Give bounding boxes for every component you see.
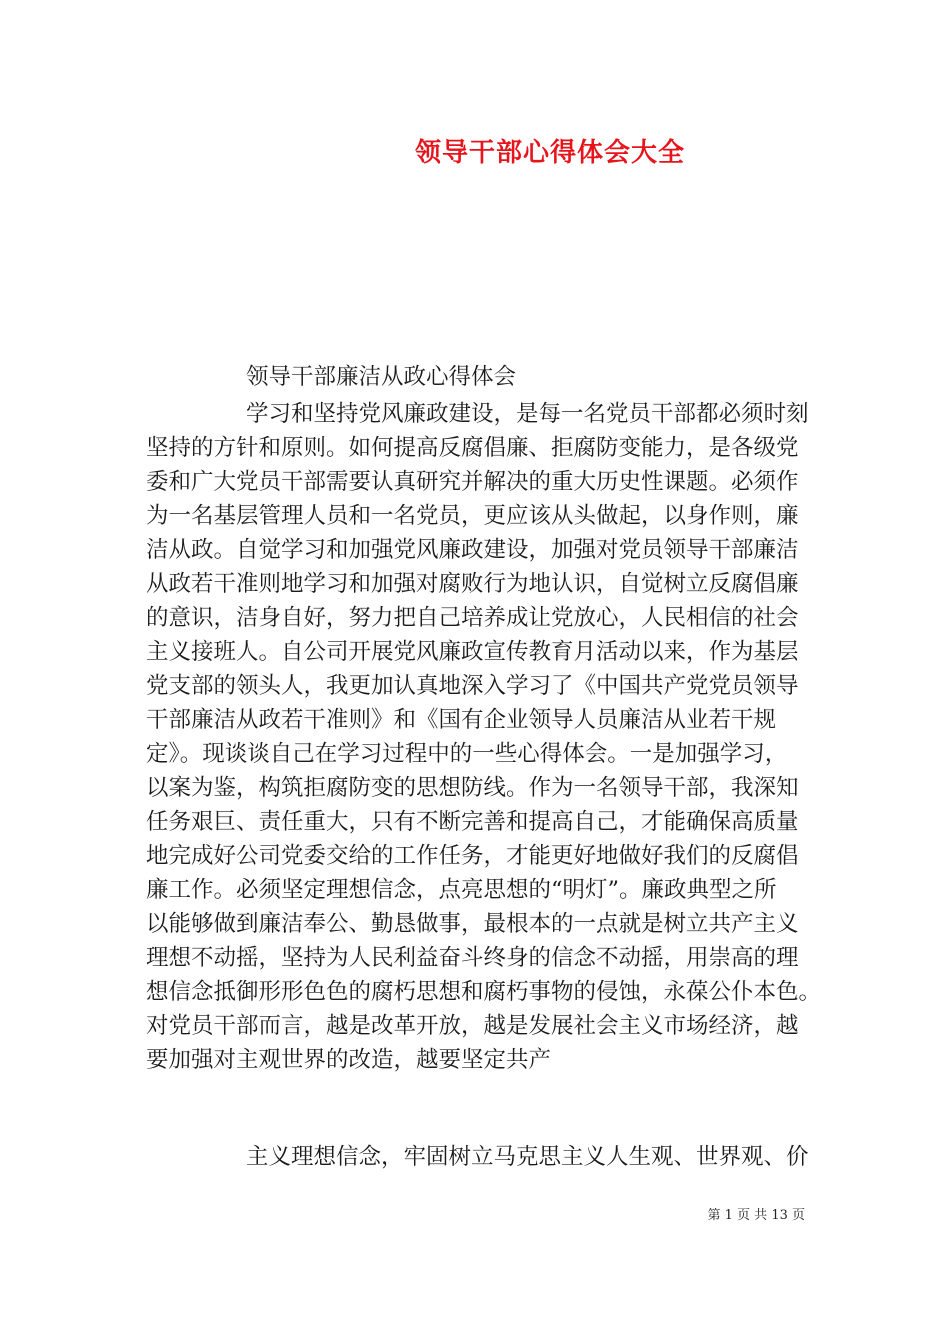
paragraph-line: 从政若干准则地学习和加强对腐败行为地认识，自觉树立反腐倡廉 (146, 571, 799, 597)
paragraph-line: 定》。现谈谈自己在学习过程中的一些心得体会。一是加强学习， (146, 741, 788, 767)
paragraph-line: 的意识，洁身自好，努力把自己培养成让党放心，人民相信的社会 (146, 605, 799, 631)
paragraph-2 (146, 1140, 816, 1174)
paragraph-line: 干部廉洁从政若干准则》和《国有企业领导人员廉洁从业若干规 (146, 707, 777, 733)
section-subheading (146, 360, 816, 394)
subheading-text: 领导干部廉洁从政心得体会 (246, 364, 517, 390)
paragraph-line: 要加强对主观世界的改造，越要坚定共产 (146, 1047, 552, 1073)
paragraph-line: 坚持的方针和原则。如何提高反腐倡廉、拒腐防变能力，是各级党 (146, 435, 799, 461)
paragraph-line: 委和广大党员干部需要认真研究并解决的重大历史性课题。必须作 (146, 469, 799, 495)
page-number-footer: 第 1 页 共 13 页 (707, 1208, 805, 1223)
document-title: 领导干部心得体会大全 (414, 138, 685, 168)
paragraph-line: 对党员干部而言，越是改革开放，越是发展社会主义市场经济，越 (146, 1013, 799, 1039)
paragraph-line: 为一名基层管理人员和一名党员，更应该从头做起，以身作则，廉 (146, 503, 799, 529)
paragraph-line: 以案为鉴，构筑拒腐防变的思想防线。作为一名领导干部，我深知 (146, 775, 799, 801)
paragraph-1 (146, 397, 822, 1077)
paragraph-line: 洁从政。自觉学习和加强党风廉政建设，加强对党员领导干部廉洁 (146, 537, 799, 563)
paragraph-line: 学习和坚持党风廉政建设，是每一名党员干部都必须时刻 (246, 401, 809, 427)
paragraph-line: 地完成好公司党委交给的工作任务，才能更好地做好我们的反腐倡 (146, 843, 799, 869)
paragraph-line: 主义接班人。自公司开展党风廉政宣传教育月活动以来，作为基层 (146, 639, 799, 665)
paragraph-line: 廉工作。必须坚定理想信念，点亮思想的“明灯”。廉政典型之所 (146, 877, 777, 903)
paragraph-line: 想信念抵御形形色色的腐朽思想和腐朽事物的侵蚀，永葆公仆本色。 (146, 979, 822, 1005)
paragraph-line: 党支部的领头人，我更加认真地深入学习了《中国共产党党员领导 (146, 673, 799, 699)
paragraph-line: 以能够做到廉洁奉公、勤恳做事，最根本的一点就是树立共产主义 (146, 911, 799, 937)
paragraph-line: 主义理想信念，牢固树立马克思主义人生观、世界观、价 (246, 1144, 809, 1170)
paragraph-line: 任务艰巨、责任重大，只有不断完善和提高自己，才能确保高质量 (146, 809, 799, 835)
paragraph-line: 理想不动摇，坚持为人民利益奋斗终身的信念不动摇，用崇高的理 (146, 945, 799, 971)
